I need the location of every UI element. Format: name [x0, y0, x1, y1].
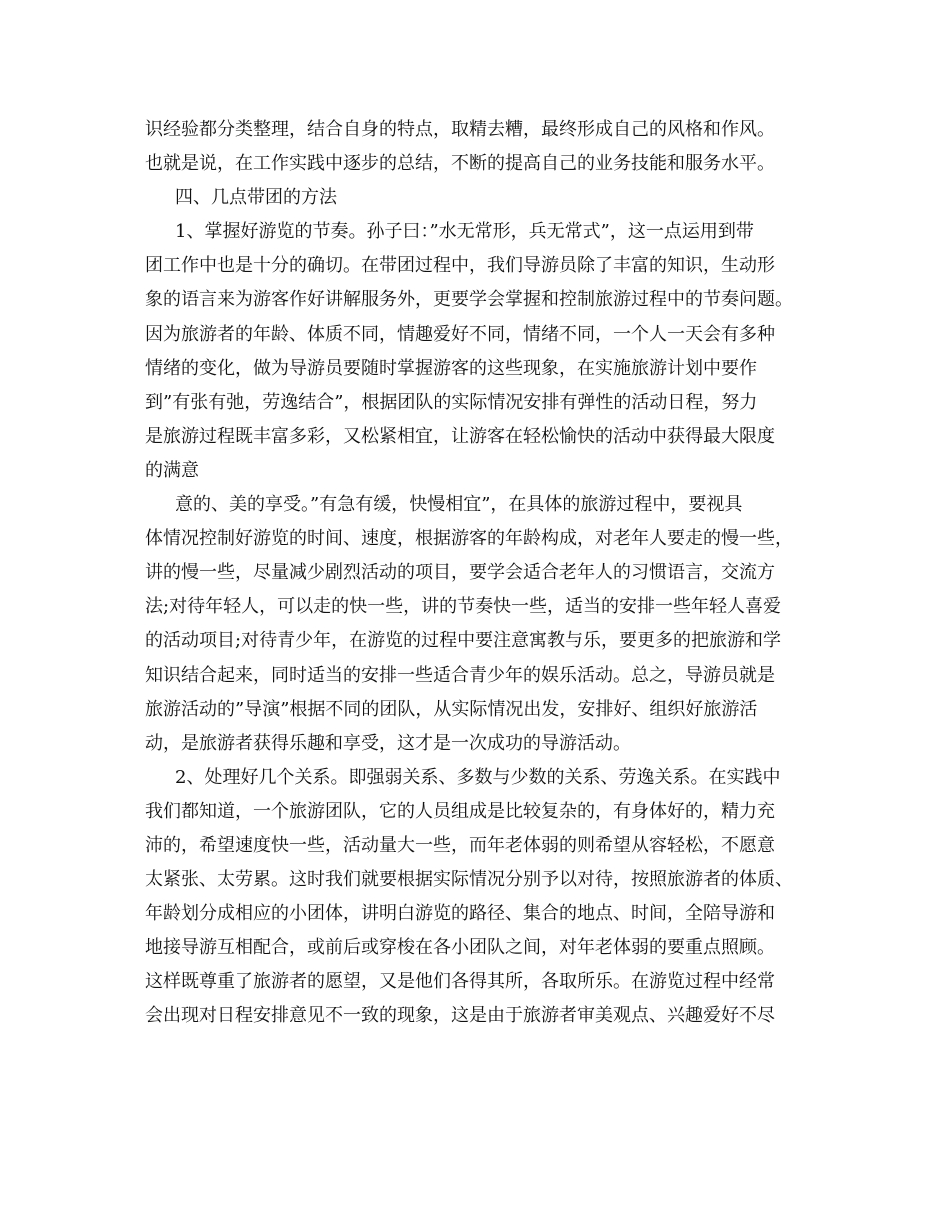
- text-line: 也就是说，在工作实践中逐步的总结，不断的提高自己的业务技能和服务水平。: [145, 153, 775, 175]
- text-line: 我们都知道，一个旅游团队，它的人员组成是比较复杂的，有身体好的，精力充: [145, 800, 775, 822]
- text-line: 体情况控制好游览的时间、速度，根据游客的年龄构成，对老年人要走的慢一些，: [145, 528, 793, 550]
- text-line: 情绪的变化，做为导游员要随时掌握游客的这些现象，在实施旅游计划中要作: [145, 357, 757, 379]
- text-line: 年龄划分成相应的小团体，讲明白游览的路径、集合的地点、时间，全陪导游和: [145, 903, 775, 925]
- text-line: 的活动项目;对待青少年，在游览的过程中要注意寓教与乐，要更多的把旅游和学: [145, 630, 782, 652]
- text-line: 知识结合起来，同时适当的安排一些适合青少年的娱乐活动。总之，导游员就是: [145, 664, 775, 686]
- text-line: 的满意: [145, 459, 199, 481]
- text-line: 动，是旅游者获得乐趣和享受，这才是一次成功的导游活动。: [145, 732, 631, 754]
- text-line: 2、处理好几个关系。即强弱关系、多数与少数的关系、劳逸关系。在实践中: [175, 766, 781, 788]
- text-line: 讲的慢一些，尽量减少剧烈活动的项目，要学会适合老年人的习惯语言，交流方: [145, 562, 775, 584]
- text-line: 这样既尊重了旅游者的愿望，又是他们各得其所，各取所乐。在游览过程中经常: [145, 971, 775, 993]
- text-line: 太紧张、太劳累。这时我们就要根据实际情况分别予以对待，按照旅游者的体质、: [145, 869, 793, 891]
- text-line: 1、掌握好游览的节奏。孙子曰：”水无常形，兵无常式”，这一点运用到带: [175, 221, 754, 243]
- text-line: 地接导游互相配合，或前后或穿梭在各小团队之间，对年老体弱的要重点照顾。: [145, 937, 775, 959]
- text-line: 意的、美的享受。”有急有缓，快慢相宜”，在具体的旅游过程中，要视具: [175, 494, 743, 516]
- text-line: 旅游活动的”导演”根据不同的团队，从实际情况出发，安排好、组织好旅游活: [145, 698, 758, 720]
- text-line: 到”有张有弛，劳逸结合”，根据团队的实际情况安排有弹性的活动日程，努力: [145, 391, 758, 413]
- text-line: 沛的，希望速度快一些，活动量大一些，而年老体弱的则希望从容轻松，不愿意: [145, 834, 775, 856]
- text-line: 因为旅游者的年龄、体质不同，情趣爱好不同，情绪不同，一个人一天会有多种: [145, 323, 775, 345]
- text-line: 团工作中也是十分的确切。在带团过程中，我们导游员除了丰富的知识，生动形: [145, 255, 775, 277]
- document-body: [145, 113, 815, 1034]
- text-line: 象的语言来为游客作好讲解服务外，更要学会掌握和控制旅游过程中的节奏问题。: [145, 289, 793, 311]
- text-line: 识经验都分类整理，结合自身的特点，取精去糟，最终形成自己的风格和作风。: [145, 119, 775, 140]
- text-line: 是旅游过程既丰富多彩，又松紧相宜，让游客在轻松愉快的活动中获得最大限度: [145, 425, 775, 447]
- text-line: 会出现对日程安排意见不一致的现象，这是由于旅游者审美观点、兴趣爱好不尽: [145, 1005, 775, 1027]
- text-line: 法;对待年轻人，可以走的快一些，讲的节奏快一些，适当的安排一些年轻人喜爱: [145, 596, 782, 618]
- text-line: 四、几点带团的方法: [175, 187, 337, 209]
